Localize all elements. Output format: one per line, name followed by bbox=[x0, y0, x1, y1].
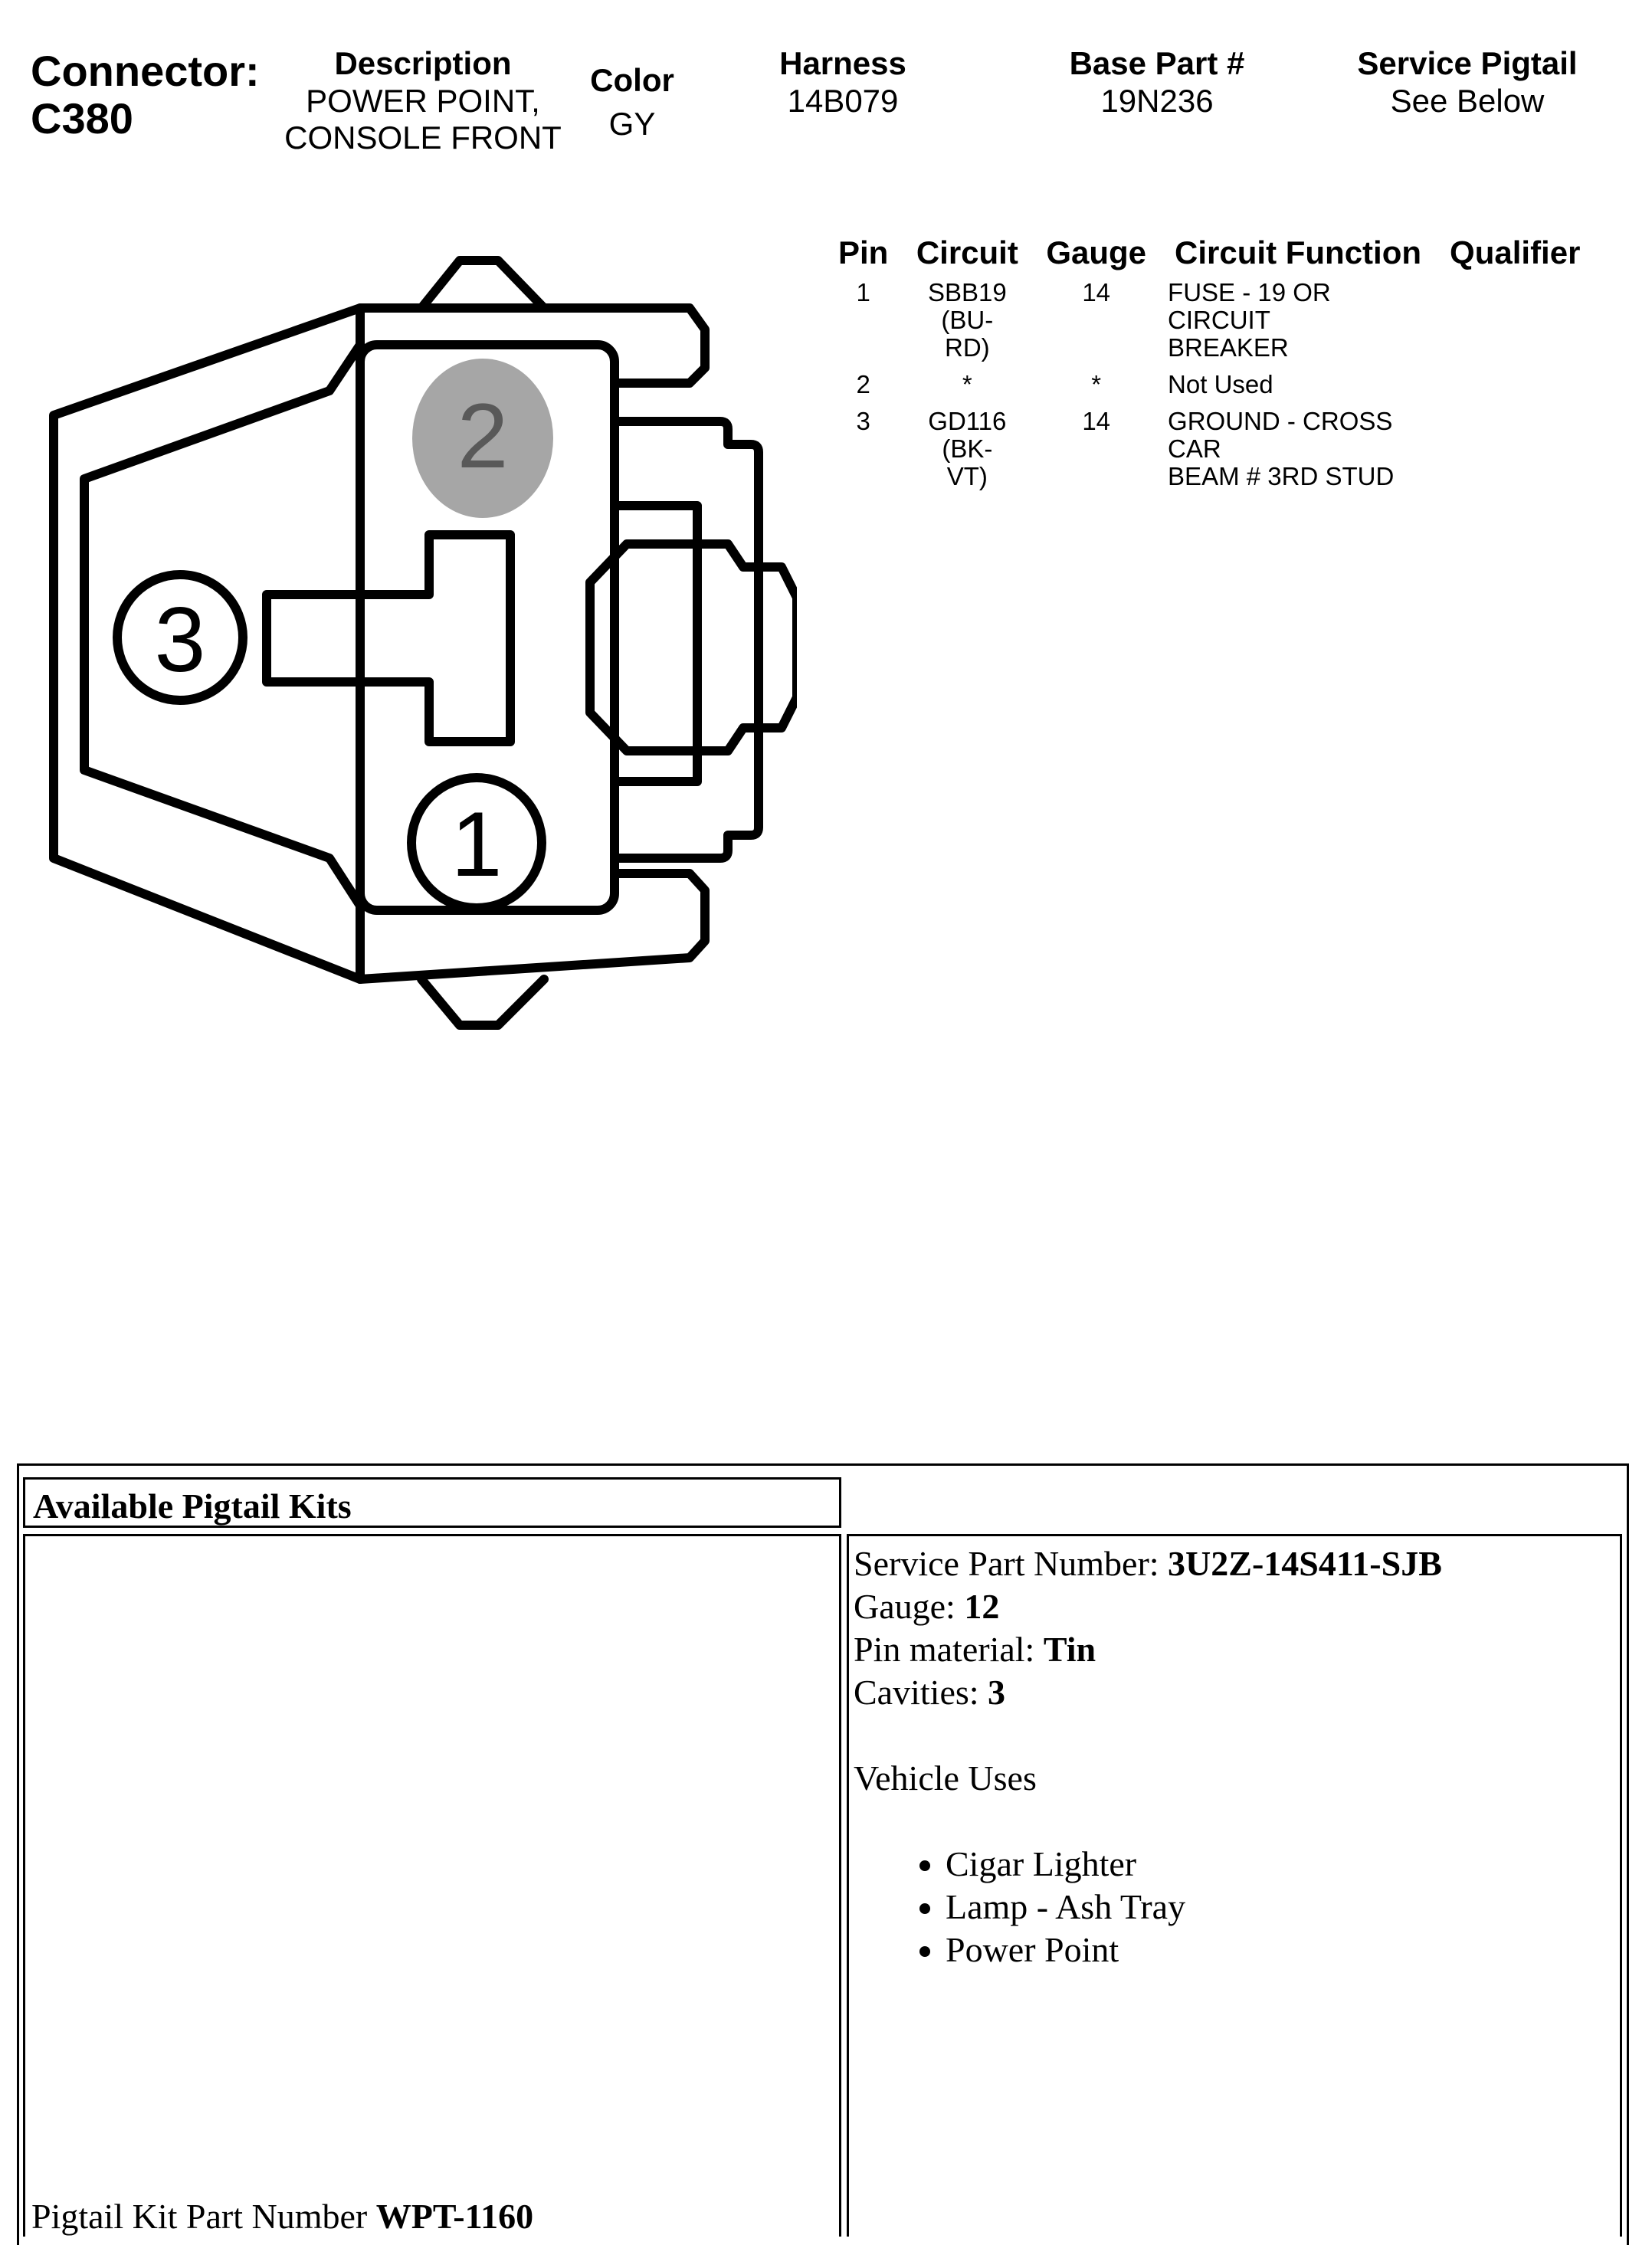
list-item: • Power Point bbox=[946, 1929, 1615, 1971]
pigtail-image-cell bbox=[23, 1534, 841, 2237]
gauge-value: 12 bbox=[964, 1587, 1000, 1626]
right-latch-body bbox=[615, 421, 759, 858]
col-gauge: Gauge bbox=[1046, 234, 1147, 270]
connector-label: Connector: bbox=[31, 47, 260, 95]
service-part-value: 3U2Z-14S411-SJB bbox=[1168, 1544, 1442, 1583]
pigtail-kit-part bbox=[31, 2196, 533, 2237]
service-part-line bbox=[854, 1542, 1615, 1585]
vehicle-uses-list bbox=[854, 1843, 1615, 1971]
col-pin: Pin bbox=[838, 234, 889, 270]
circuit-cell: SBB19 (BU- RD) bbox=[927, 278, 1007, 362]
pin-number: 1 bbox=[856, 278, 870, 306]
list-item: • Lamp - Ash Tray bbox=[946, 1886, 1615, 1929]
description-column bbox=[277, 44, 569, 156]
vehicle-uses-label: Vehicle Uses bbox=[854, 1758, 1037, 1798]
gauge-cell: 14 bbox=[1082, 278, 1111, 306]
pigtail-kits-heading-text: Available Pigtail Kits bbox=[33, 1486, 352, 1526]
qualifier-cell bbox=[1439, 371, 1591, 408]
t-key bbox=[267, 535, 510, 742]
col-circuit: Circuit bbox=[916, 234, 1018, 270]
cavities-label: Cavities: bbox=[854, 1673, 979, 1712]
service-pigtail-label: Service Pigtail bbox=[1357, 45, 1578, 81]
function-cell: Not Used bbox=[1168, 370, 1273, 398]
table-row bbox=[828, 408, 1591, 500]
color-label: Color bbox=[590, 62, 674, 98]
gauge-line bbox=[854, 1585, 1615, 1628]
gauge-label: Gauge: bbox=[854, 1587, 955, 1626]
pin-material-value: Tin bbox=[1043, 1630, 1096, 1669]
service-pigtail-value: See Below bbox=[1390, 83, 1545, 119]
bottom-latch-tab bbox=[421, 979, 544, 1025]
description-line-2: CONSOLE FRONT bbox=[284, 120, 562, 156]
base-part-column bbox=[1034, 44, 1280, 120]
description-line-1: POWER POINT, bbox=[306, 83, 540, 119]
col-circuit-function: Circuit Function bbox=[1175, 234, 1422, 270]
table-row bbox=[828, 279, 1591, 371]
color-column bbox=[571, 61, 693, 143]
harness-column bbox=[736, 44, 950, 120]
connector-id: C380 bbox=[31, 94, 133, 143]
harness-label: Harness bbox=[779, 45, 906, 81]
pigtail-kit-number: WPT-1160 bbox=[375, 2197, 534, 2236]
cavities-line bbox=[854, 1671, 1615, 1714]
pin-table-header bbox=[828, 234, 1591, 279]
pin-material-label: Pin material: bbox=[854, 1630, 1035, 1669]
table-row bbox=[828, 371, 1591, 408]
pigtail-details-cell bbox=[847, 1534, 1622, 2237]
cavities-value: 3 bbox=[988, 1673, 1006, 1712]
gauge-cell: 14 bbox=[1082, 407, 1111, 435]
housing-inner-left-wall bbox=[84, 308, 360, 979]
base-part-label: Base Part # bbox=[1069, 45, 1245, 81]
color-value: GY bbox=[608, 106, 656, 142]
function-cell: FUSE - 19 OR CIRCUIT BREAKER bbox=[1168, 278, 1331, 362]
pin-number: 3 bbox=[856, 407, 870, 435]
pigtail-kit-label: Pigtail Kit Part Number bbox=[31, 2197, 368, 2236]
service-pigtail-column bbox=[1333, 44, 1601, 120]
harness-value: 14B079 bbox=[787, 83, 899, 119]
base-part-value: 19N236 bbox=[1100, 83, 1214, 119]
circuit-cell: GD116 (BK- VT) bbox=[928, 407, 1007, 490]
function-cell: GROUND - CROSS CAR BEAM # 3RD STUD bbox=[1168, 407, 1395, 490]
qualifier-cell bbox=[1439, 279, 1591, 371]
pin-material-line bbox=[854, 1628, 1615, 1671]
service-part-label: Service Part Number: bbox=[854, 1544, 1159, 1583]
pin-3-label: 3 bbox=[154, 588, 206, 691]
description-label: Description bbox=[334, 45, 512, 81]
connector-face-diagram bbox=[23, 245, 797, 1042]
connector-title bbox=[31, 48, 260, 143]
housing-outline bbox=[54, 308, 705, 979]
pin-2-label: 2 bbox=[457, 385, 509, 487]
gauge-cell: * bbox=[1091, 370, 1102, 398]
circuit-cell: * bbox=[962, 370, 972, 398]
pin-1-label: 1 bbox=[451, 793, 503, 896]
list-item: • Cigar Lighter bbox=[946, 1843, 1615, 1886]
top-latch-tab bbox=[421, 261, 544, 308]
col-qualifier: Qualifier bbox=[1450, 234, 1581, 270]
pigtail-kits-heading bbox=[23, 1477, 841, 1528]
pin-table bbox=[828, 234, 1591, 500]
pin-number: 2 bbox=[856, 370, 870, 398]
qualifier-cell bbox=[1439, 408, 1591, 500]
